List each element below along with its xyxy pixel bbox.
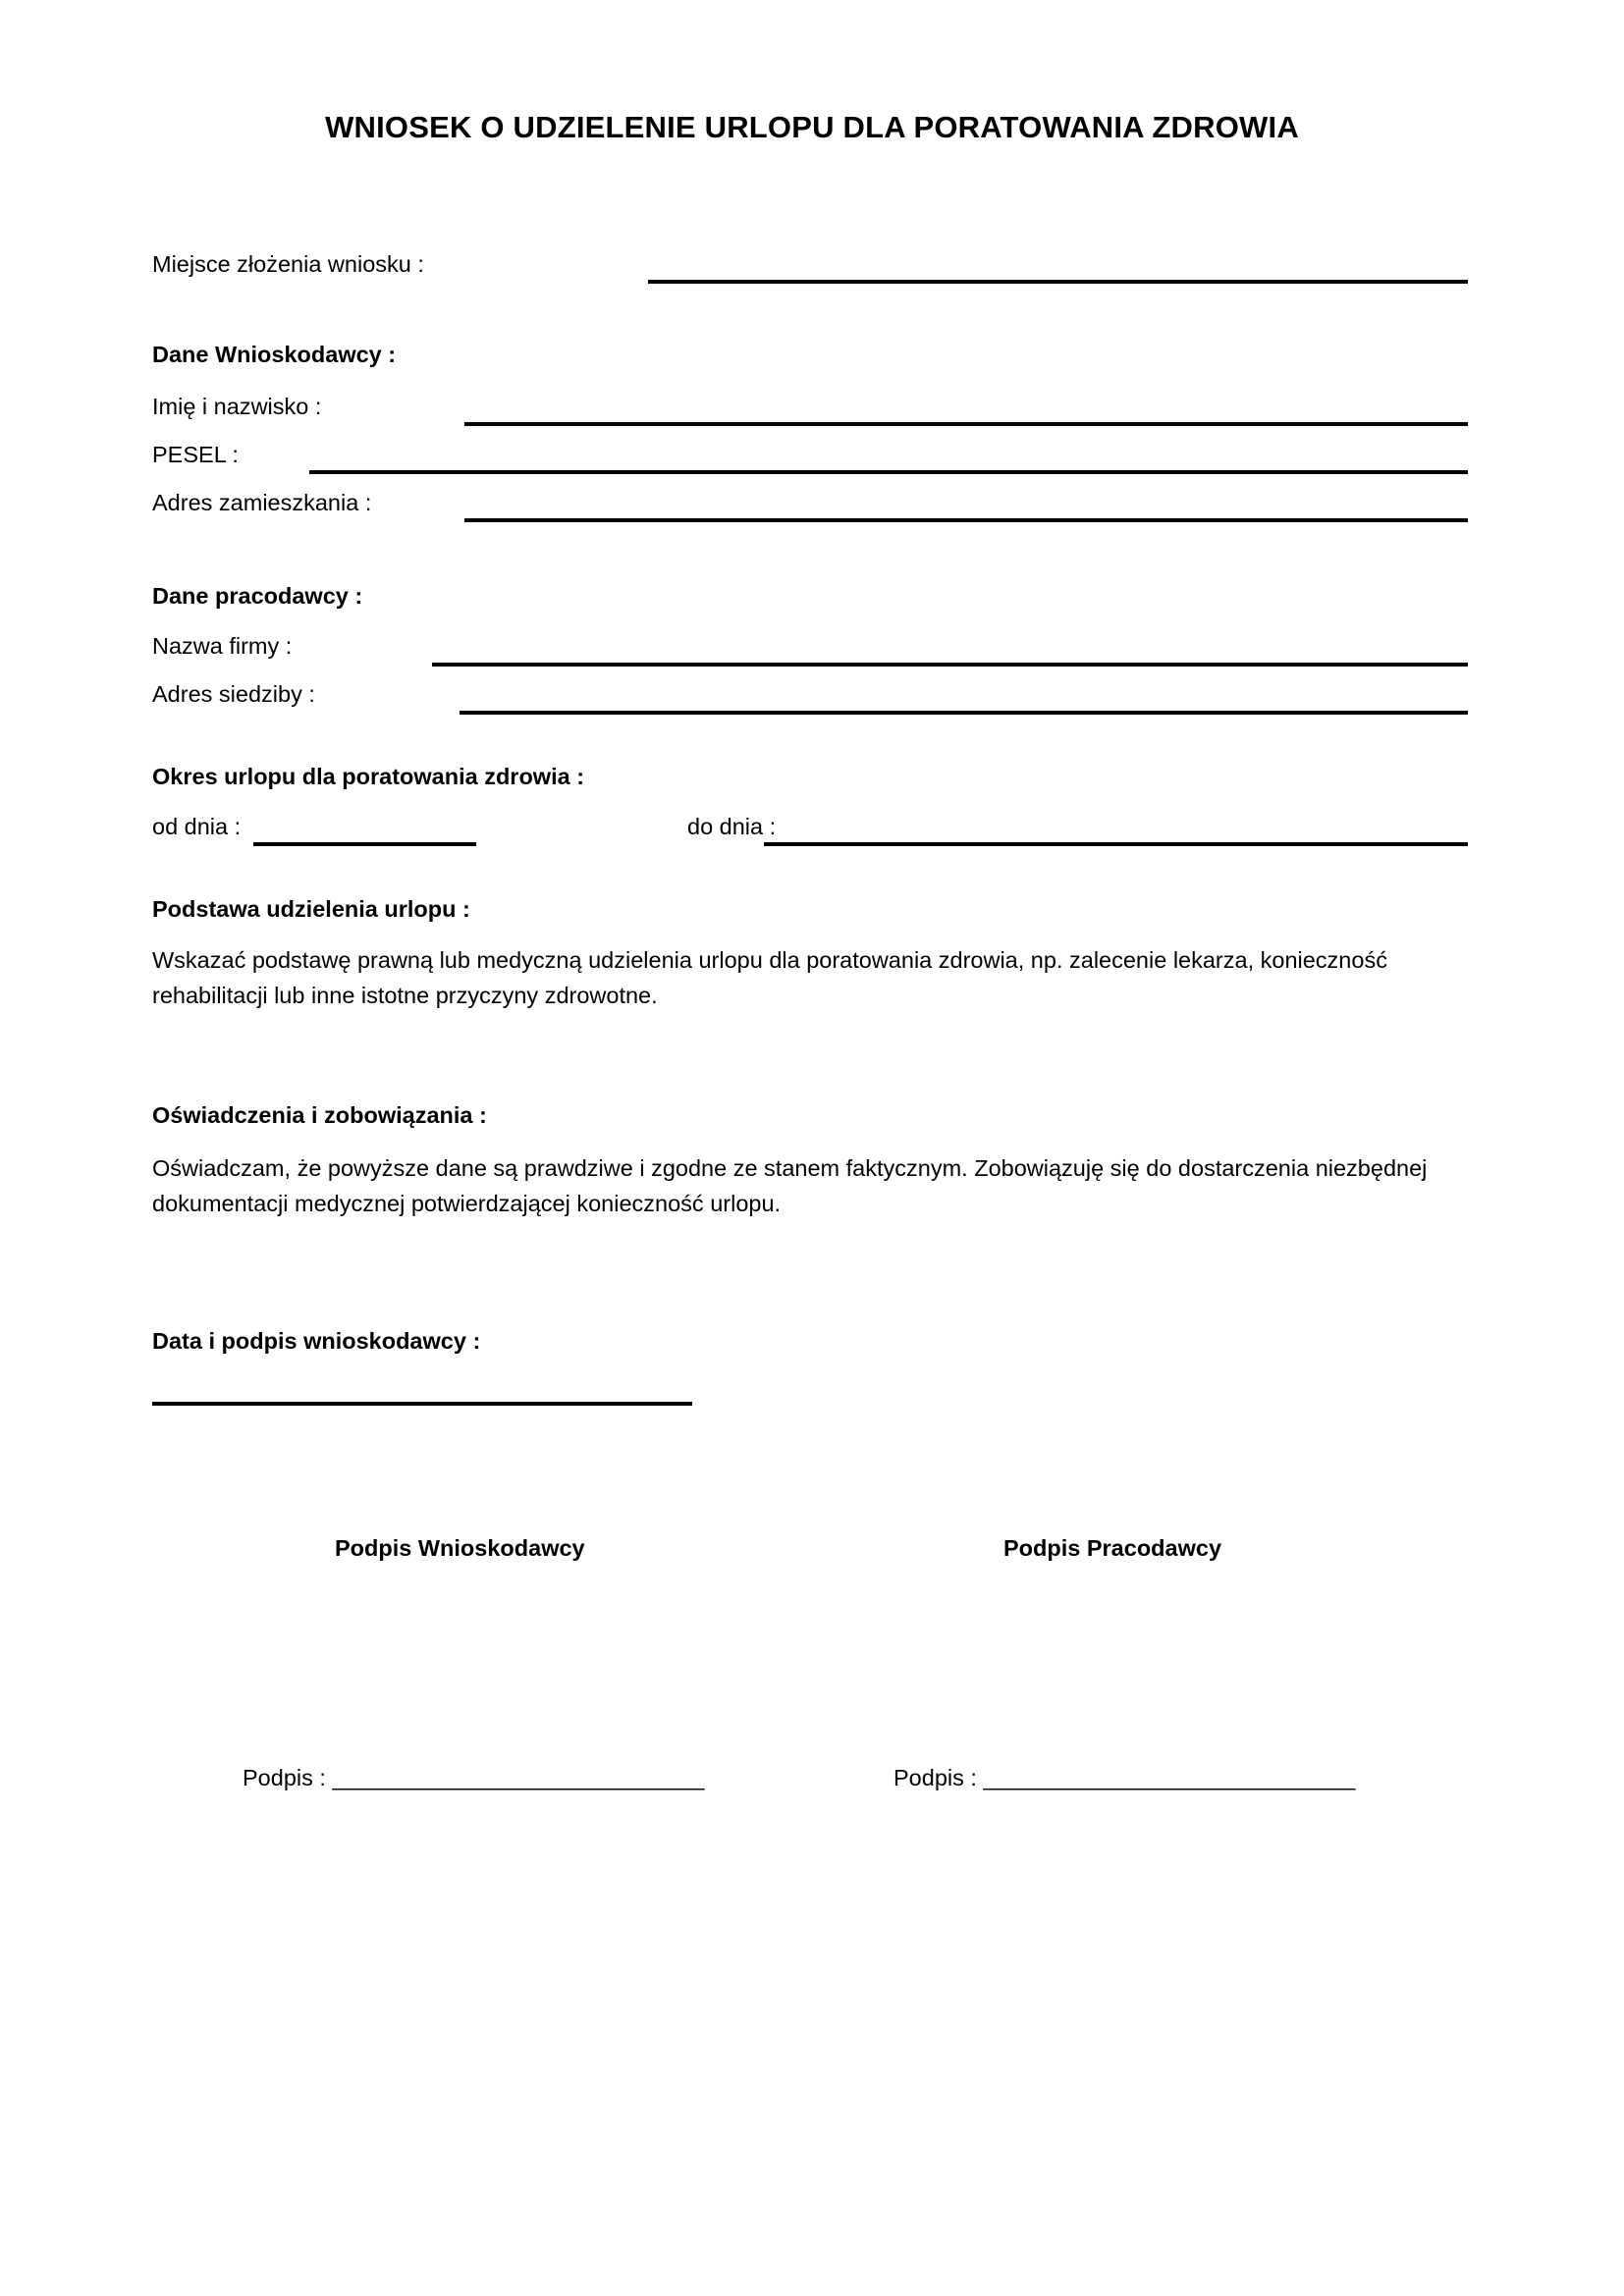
submission-place-label: Miejsce złożenia wniosku : [152, 251, 424, 277]
applicant-address-input-line[interactable] [464, 518, 1468, 522]
employer-section-heading: Dane pracodawcy : [152, 583, 363, 609]
submission-place-input-line[interactable] [648, 280, 1468, 284]
employer-company-name-label: Nazwa firmy : [152, 633, 293, 659]
leave-from-label: od dnia : [152, 814, 242, 839]
applicant-address-label: Adres zamieszkania : [152, 490, 372, 515]
leave-to-input-line[interactable] [764, 842, 1468, 846]
applicant-pesel-label: PESEL : [152, 442, 239, 467]
applicant-signature-caption: Podpis Wnioskodawcy [335, 1535, 585, 1561]
employer-company-name-input-line[interactable] [432, 663, 1468, 667]
applicant-signature-field[interactable]: Podpis : _____________________________ [243, 1765, 705, 1790]
employer-address-label: Adres siedziby : [152, 681, 315, 707]
declarations-section-heading: Oświadczenia i zobowiązania : [152, 1102, 487, 1128]
leave-from-input-line[interactable] [253, 842, 476, 846]
leave-period-heading: Okres urlopu dla poratowania zdrowia : [152, 764, 585, 789]
page-title: WNIOSEK O UDZIELENIE URLOPU DLA PORATOWANIA ZDROWIA [325, 110, 1299, 144]
date-signature-heading: Data i podpis wnioskodawcy : [152, 1328, 481, 1354]
employer-signature-caption: Podpis Pracodawcy [1003, 1535, 1222, 1561]
applicant-pesel-input-line[interactable] [309, 470, 1468, 474]
applicant-name-label: Imię i nazwisko : [152, 394, 322, 419]
applicant-name-input-line[interactable] [464, 422, 1468, 426]
applicant-section-heading: Dane Wnioskodawcy : [152, 342, 397, 367]
basis-section-body: Wskazać podstawę prawną lub medyczną udzielenia urlopu dla poratowania zdrowia, np. zalecenie lekarza, konieczność rehabilitacji lub inne istotne przyczyny zdrowotne. [152, 947, 1387, 1008]
employer-address-input-line[interactable] [460, 711, 1468, 715]
employer-signature-field[interactable]: Podpis : _____________________________ [893, 1765, 1356, 1790]
declarations-section-body: Oświadczam, że powyższe dane są prawdziwe i zgodne ze stanem faktycznym. Zobowiązuję się do dostarczenia niezbędnej dokumentacji medycznej potwierdzającej konieczność urlopu. [152, 1155, 1428, 1216]
basis-section-heading: Podstawa udzielenia urlopu : [152, 896, 470, 922]
date-signature-input-line[interactable] [152, 1402, 692, 1406]
leave-to-label: do dnia : [687, 814, 777, 839]
